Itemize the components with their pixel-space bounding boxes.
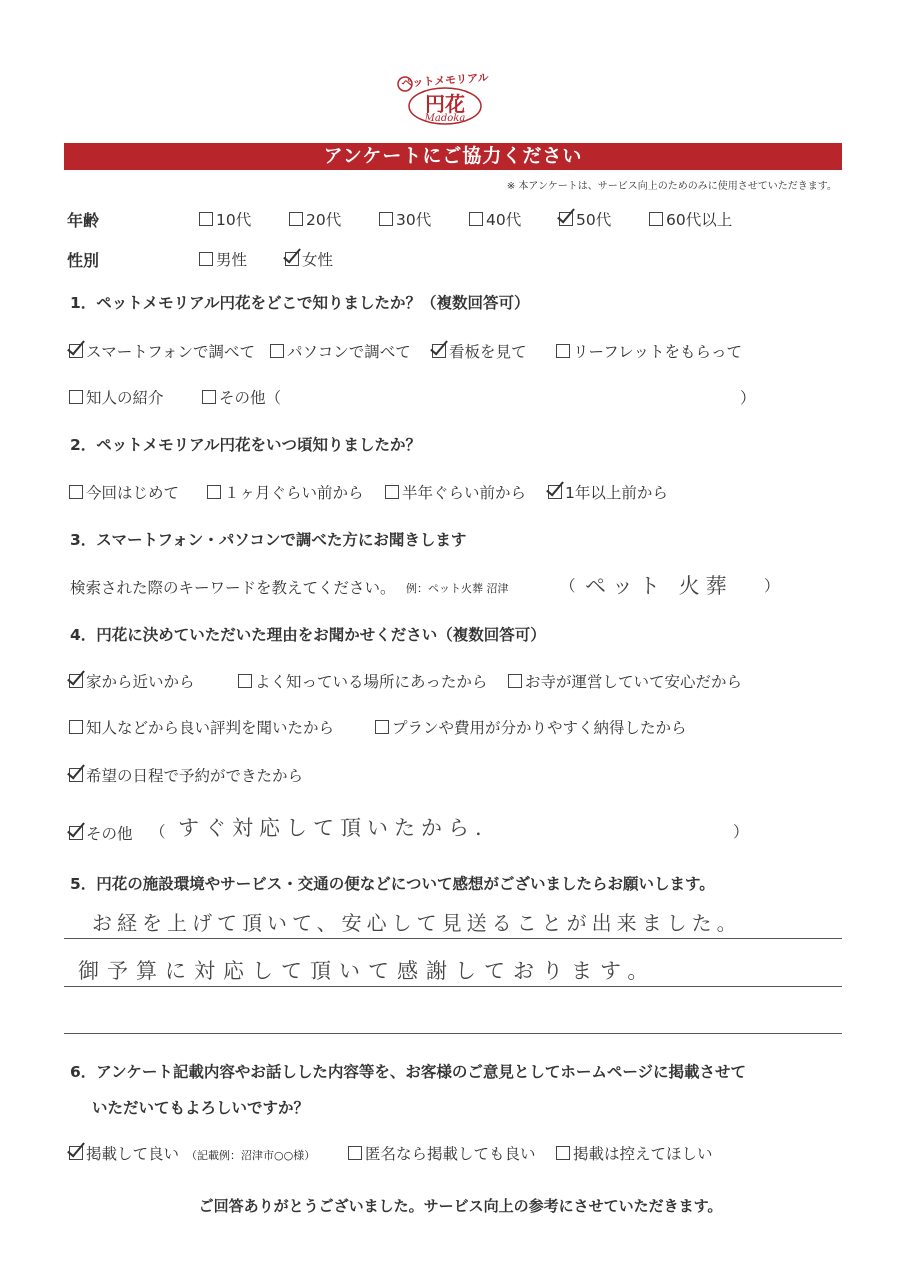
q4-option-other[interactable]: その他 xyxy=(69,822,133,844)
q3-open-paren: （ xyxy=(560,577,576,595)
checkbox-checked[interactable] xyxy=(548,485,562,499)
q3-keyword-answer[interactable]: ペット 火葬 xyxy=(585,574,733,598)
checkbox[interactable] xyxy=(375,720,389,734)
logo-name: 円花 xyxy=(425,92,465,116)
q4-option-preferred-date[interactable]: 希望の日程で予約ができたから xyxy=(69,764,303,786)
thank-you-footer: ご回答ありがとうございました。サービス向上の参考にさせていただきます。 xyxy=(198,1197,723,1215)
q4-option-clear-pricing[interactable]: プランや費用が分かりやすく納得したから xyxy=(375,716,687,738)
q1-option-smartphone[interactable]: スマートフォンで調べて xyxy=(69,340,255,362)
checkbox[interactable] xyxy=(199,212,213,226)
gender-label: 性別 xyxy=(67,251,100,270)
q1-option-referral[interactable]: 知人の紹介 xyxy=(69,386,164,408)
checkbox-checked[interactable] xyxy=(285,252,299,266)
q6-title-line-1: 6．アンケート記載内容やお話しした内容等を、お客様のご意見としてホームページに掲載させて xyxy=(70,1063,747,1081)
age-option-60s-plus[interactable]: 60代以上 xyxy=(649,208,732,230)
checkbox[interactable] xyxy=(289,212,303,226)
checkbox[interactable] xyxy=(348,1146,362,1160)
checkbox-checked[interactable] xyxy=(432,344,446,358)
checkbox[interactable] xyxy=(69,485,83,499)
checkbox[interactable] xyxy=(385,485,399,499)
q1-title: 1．ペットメモリアル円花をどこで知りましたか？（複数回答可） xyxy=(70,294,530,312)
q2-option-1-month[interactable]: １ヶ月ぐらい前から xyxy=(207,481,364,503)
checkbox[interactable] xyxy=(69,390,83,404)
checkbox[interactable] xyxy=(469,212,483,226)
answer-line-rule xyxy=(64,986,842,987)
checkbox[interactable] xyxy=(207,485,221,499)
q2-title: 2．ペットメモリアル円花をいつ頃知りましたか？ xyxy=(70,436,422,454)
age-option-20s[interactable]: 20代 xyxy=(289,208,341,230)
q4-option-reputation[interactable]: 知人などから良い評判を聞いたから xyxy=(69,716,334,738)
q1-option-leaflet[interactable]: リーフレットをもらって xyxy=(556,340,742,362)
checkbox-checked[interactable] xyxy=(69,768,83,782)
q4-option-temple[interactable]: お寺が運営していて安心だから xyxy=(508,670,742,692)
checkbox[interactable] xyxy=(270,344,284,358)
gender-option-female[interactable]: 女性 xyxy=(285,248,333,270)
brand-logo xyxy=(385,70,505,136)
gender-option-male[interactable]: 男性 xyxy=(199,248,247,270)
checkbox-checked[interactable] xyxy=(69,826,83,840)
checkbox-checked[interactable] xyxy=(69,1146,83,1160)
age-option-40s[interactable]: 40代 xyxy=(469,208,521,230)
q1-other-close-paren: ） xyxy=(740,389,756,407)
age-option-10s[interactable]: 10代 xyxy=(199,208,251,230)
q5-answer-line-2[interactable]: 御予算に対応して頂いて感謝しております。 xyxy=(78,959,657,983)
checkbox[interactable] xyxy=(202,390,216,404)
q3-prompt: 検索された際のキーワードを教えてください。 xyxy=(70,579,396,597)
logo-top-text: ペットメモリアル xyxy=(400,70,490,91)
q6-title-line-2: いただいてもよろしいですか？ xyxy=(92,1099,310,1117)
q1-option-signboard[interactable]: 看板を見て xyxy=(432,340,527,362)
q2-option-over-1-year[interactable]: 1年以上前から xyxy=(548,481,668,503)
q6-option-anonymous[interactable]: 匿名なら掲載しても良い xyxy=(348,1142,536,1164)
q4-title: 4．円花に決めていただいた理由をお聞かせください（複数回答可） xyxy=(70,626,546,644)
q5-title: 5．円花の施設環境やサービス・交通の便などについて感想がございましたらお願いします。 xyxy=(70,875,715,893)
privacy-note: ※ 本アンケートは、サービス向上のためのみに使用させていただきます。 xyxy=(506,181,837,192)
q2-option-half-year[interactable]: 半年ぐらい前から xyxy=(385,481,526,503)
q3-close-paren: ） xyxy=(764,577,780,595)
checkbox[interactable] xyxy=(649,212,663,226)
age-option-50s[interactable]: 50代 xyxy=(559,208,611,230)
checkbox[interactable] xyxy=(379,212,393,226)
checkbox[interactable] xyxy=(69,720,83,734)
survey-banner: アンケートにご協力ください xyxy=(64,143,842,170)
checkbox[interactable] xyxy=(199,252,213,266)
checkbox-checked[interactable] xyxy=(559,212,573,226)
answer-line-rule xyxy=(64,938,842,939)
q3-example: 例：ペット火葬 沼津 xyxy=(406,582,509,595)
q4-option-near-home[interactable]: 家から近いから xyxy=(69,670,195,692)
q5-answer-line-1[interactable]: お経を上げて頂いて、安心して見送ることが出来ました。 xyxy=(92,911,742,935)
q2-option-first-time[interactable]: 今回はじめて xyxy=(69,481,179,503)
checkbox-checked[interactable] xyxy=(69,674,83,688)
answer-line-rule xyxy=(64,1033,842,1034)
q4-other-close-paren: ） xyxy=(733,823,749,841)
age-option-30s[interactable]: 30代 xyxy=(379,208,431,230)
q3-title: 3．スマートフォン・パソコンで調べた方にお聞きします xyxy=(70,531,467,549)
checkbox[interactable] xyxy=(508,674,522,688)
q1-option-pc[interactable]: パソコンで調べて xyxy=(270,340,411,362)
checkbox-checked[interactable] xyxy=(69,344,83,358)
q1-option-other[interactable]: その他（ xyxy=(202,386,281,408)
q6-option-allow[interactable]: 掲載して良い xyxy=(69,1142,179,1164)
q4-other-open-paren: （ xyxy=(150,823,166,841)
age-label: 年齢 xyxy=(67,211,100,230)
checkbox[interactable] xyxy=(556,344,570,358)
q6-example-note: （記載例：沼津市○○様） xyxy=(186,1149,316,1162)
checkbox[interactable] xyxy=(238,674,252,688)
q4-option-known-place[interactable]: よく知っている場所にあったから xyxy=(238,670,487,692)
logo-sub: Madoka xyxy=(424,113,466,124)
checkbox[interactable] xyxy=(556,1146,570,1160)
q4-other-answer[interactable]: すぐ対応して頂いたから. xyxy=(178,816,488,840)
q6-option-decline[interactable]: 掲載は控えてほしい xyxy=(556,1142,713,1164)
